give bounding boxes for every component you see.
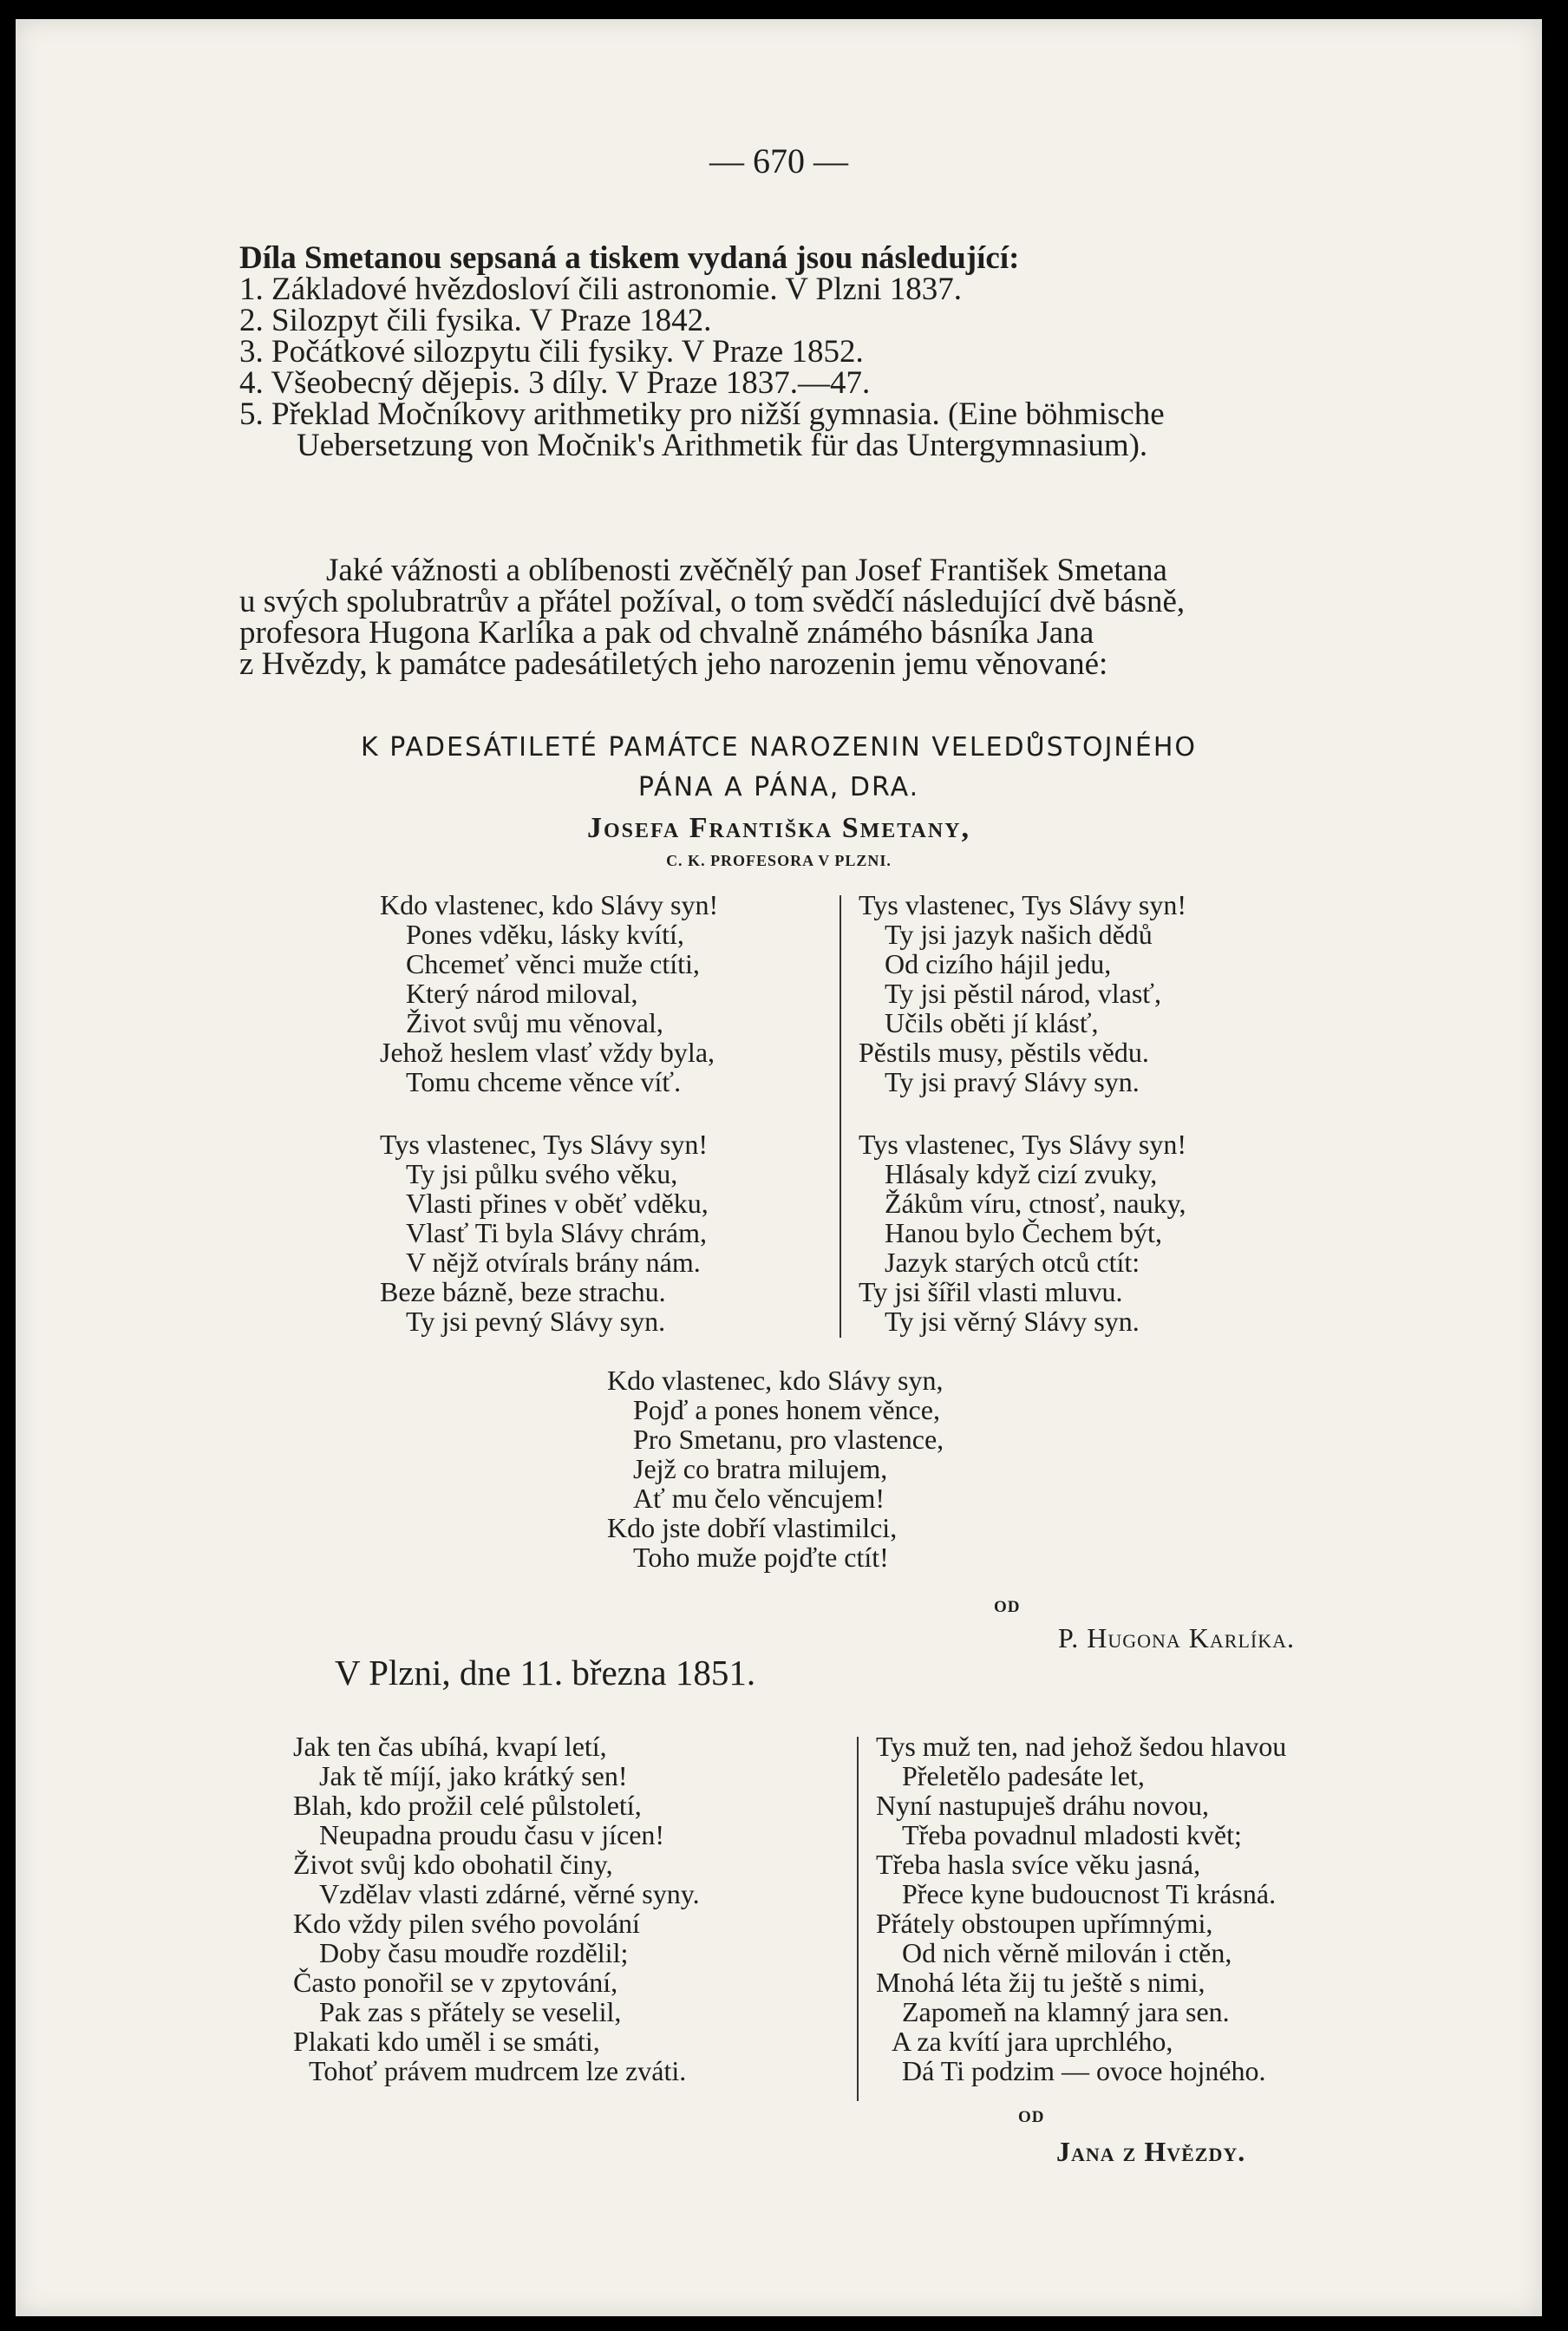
verse-line: Pones vděku, lásky kvítí, xyxy=(406,919,684,950)
verse-line: Přátely obstoupen upřímnými, xyxy=(876,1908,1213,1939)
poem1-center-stanza xyxy=(607,1365,944,1572)
works-list xyxy=(239,240,1165,463)
verse-line: Kdo vždy pilen svého povolání xyxy=(293,1908,640,1939)
verse-line: Jak tě míjí, jako krátký sen! xyxy=(319,1760,628,1791)
verse-line: Třeba hasla svíce věku jasná, xyxy=(876,1849,1201,1880)
list-item: 5. Překlad Močníkovy arithmetiky pro nižší gymnasia. (Eine böhmische xyxy=(239,396,1165,432)
paragraph-line: z Hvězdy, k památce padesátiletých jeho narozenin jemu věnované: xyxy=(239,646,1108,682)
column-divider xyxy=(857,1737,859,2101)
poem1-right-stanza2 xyxy=(859,1129,1186,1336)
poem1-right-stanza1 xyxy=(859,890,1186,1097)
verse-line: V nějž otvírals brány nám. xyxy=(406,1247,701,1278)
verse-line: Hanou bylo Čechem být, xyxy=(885,1217,1162,1248)
verse-line: Tomu chceme věnce víť. xyxy=(406,1066,682,1097)
verse-line: Život svůj mu věnoval, xyxy=(406,1007,663,1038)
list-item-continuation: Uebersetzung von Močnik's Arithmetik für das Untergymnasium). xyxy=(297,428,1148,463)
verse-line: Plakati kdo uměl i se smáti, xyxy=(293,2026,600,2057)
verse-line: Pak zas s přátely se veselil, xyxy=(319,1996,622,2027)
verse-line: Ty jsi pravý Slávy syn. xyxy=(885,1066,1140,1097)
verse-line: Učils oběti jí klásť, xyxy=(885,1007,1099,1038)
paragraph-line: u svých spolubratrův a přátel požíval, o tom svědčí následující dvě básně, xyxy=(239,584,1186,619)
verse-line: Ty jsi pevný Slávy syn. xyxy=(406,1306,666,1337)
list-item: 4. Všeobecný dějepis. 3 díly. V Praze 1837.—47. xyxy=(239,365,871,401)
body-paragraph xyxy=(239,555,1185,680)
verse-line: Chcemeť věnci muže ctíti, xyxy=(406,948,700,979)
book-page xyxy=(16,19,1542,2316)
dedication-name: Josefa Františka Smetany, xyxy=(587,812,970,844)
verse-line: Třeba povadnul mladosti květ; xyxy=(902,1819,1242,1850)
verse-line: Přeletělo padesáte let, xyxy=(902,1760,1145,1791)
poem2-od: OD xyxy=(1018,2108,1045,2126)
dedication-subtitle: C. K. PROFESORA V PLZNI. xyxy=(666,852,892,869)
verse-line: Ty jsi jazyk našich dědů xyxy=(885,919,1153,950)
poem2-right xyxy=(876,1732,1286,2085)
verse-line: A za kvítí jara uprchlého, xyxy=(892,2026,1173,2057)
verse-line: Vlasť Ti byla Slávy chrám, xyxy=(406,1217,707,1248)
verse-line: Kdo vlastenec, kdo Slávy syn, xyxy=(607,1365,944,1396)
poem2-left xyxy=(293,1732,700,2085)
verse-line: Ty jsi půlku svého věku, xyxy=(406,1158,678,1189)
dedication-line-1: K PADESÁTILETÉ PAMÁTCE NAROZENIN VELEDŮSTOJNÉHO xyxy=(361,732,1197,763)
verse-line: Tys vlastenec, Tys Slávy syn! xyxy=(859,1129,1186,1160)
verse-line: Doby času moudře rozdělil; xyxy=(319,1937,629,1968)
place-date: V Plzni, dne 11. března 1851. xyxy=(335,1653,756,1693)
list-item: 3. Počátkové silozpytu čili fysiky. V Praze 1852. xyxy=(239,334,864,370)
verse-line: Od nich věrně milován i ctěn, xyxy=(902,1937,1232,1968)
verse-line: Vzdělav vlasti zdárné, věrné syny. xyxy=(319,1878,700,1909)
works-heading: Díla Smetanou sepsaná a tiskem vydaná jsou následující: xyxy=(239,240,1020,276)
verse-line: Od cizího hájil jedu, xyxy=(885,948,1112,979)
verse-line: Beze bázně, beze strachu. xyxy=(380,1276,666,1307)
poem2-author: Jana z Hvězdy. xyxy=(1056,2136,1246,2167)
dedication-line-2: PÁNA A PÁNA, DRA. xyxy=(637,772,920,802)
poem1-od: OD xyxy=(994,1598,1021,1616)
verse-line: Pro Smetanu, pro vlastence, xyxy=(633,1424,944,1455)
verse-line: Dá Ti podzim — ovoce hojného. xyxy=(902,2055,1266,2086)
verse-line: Jak ten čas ubíhá, kvapí letí, xyxy=(293,1731,607,1762)
paragraph-line: Jaké vážnosti a oblíbenosti zvěčnělý pan Josef František Smetana xyxy=(326,553,1167,588)
verse-line: Kdo jste dobří vlastimilci, xyxy=(607,1512,898,1543)
verse-line: Hlásaly když cizí zvuky, xyxy=(885,1158,1158,1189)
verse-line: Pojď a pones honem věnce, xyxy=(633,1394,940,1425)
verse-line: Jehož heslem vlasť vždy byla, xyxy=(380,1037,715,1068)
verse-line: Neupadna proudu času v jícen! xyxy=(319,1819,665,1850)
verse-line: Toho muže pojďte ctít! xyxy=(633,1542,889,1573)
verse-line: Vlasti přines v oběť vděku, xyxy=(406,1188,709,1219)
verse-line: Život svůj kdo obohatil činy, xyxy=(293,1849,613,1880)
verse-line: Mnohá léta žij tu ještě s nimi, xyxy=(876,1967,1205,1998)
verse-line: Jazyk starých otců ctít: xyxy=(885,1247,1140,1278)
verse-line: Tohoť právem mudrcem lze zváti. xyxy=(309,2055,687,2086)
verse-line: Zapomeň na klamný jara sen. xyxy=(902,1996,1230,2027)
poem1-left-stanza2 xyxy=(380,1129,709,1336)
verse-line: Který národ miloval, xyxy=(406,978,638,1009)
verse-line: Pěstils musy, pěstils vědu. xyxy=(859,1037,1149,1068)
verse-line: Tys vlastenec, Tys Slávy syn! xyxy=(380,1129,708,1160)
poem1-left-stanza1 xyxy=(380,890,718,1097)
verse-line: Blah, kdo prožil celé půlstoletí, xyxy=(293,1790,642,1821)
verse-line: Ty jsi pěstil národ, vlasť, xyxy=(885,978,1161,1009)
verse-line: Jejž co bratra milujem, xyxy=(633,1453,888,1484)
verse-line: Žákům víru, ctnosť, nauky, xyxy=(885,1188,1186,1219)
verse-line: Tys vlastenec, Tys Slávy syn! xyxy=(859,889,1186,920)
page-number: — 670 — xyxy=(709,141,848,180)
verse-line: Ty jsi věrný Slávy syn. xyxy=(885,1306,1140,1337)
poem1-author: P. Hugona Karlíka. xyxy=(1058,1622,1296,1653)
list-item: 1. Základové hvězdosloví čili astronomie. V Plzni 1837. xyxy=(239,272,963,307)
column-divider xyxy=(840,895,841,1338)
list-item: 2. Silozpyt čili fysika. V Praze 1842. xyxy=(239,303,712,338)
verse-line: Kdo vlastenec, kdo Slávy syn! xyxy=(380,889,719,920)
verse-line: Ty jsi šířil vlasti mluvu. xyxy=(859,1276,1123,1307)
verse-line: Tys muž ten, nad jehož šedou hlavou xyxy=(876,1731,1287,1762)
verse-line: Přece kyne budoucnost Ti krásná. xyxy=(902,1878,1277,1909)
paragraph-line: profesora Hugona Karlíka a pak od chvalně známého básníka Jana xyxy=(239,615,1094,651)
verse-line: Ať mu čelo věncujem! xyxy=(633,1483,885,1514)
verse-line: Nyní nastupuješ dráhu novou, xyxy=(876,1790,1209,1821)
verse-line: Často ponořil se v zpytování, xyxy=(293,1967,618,1998)
